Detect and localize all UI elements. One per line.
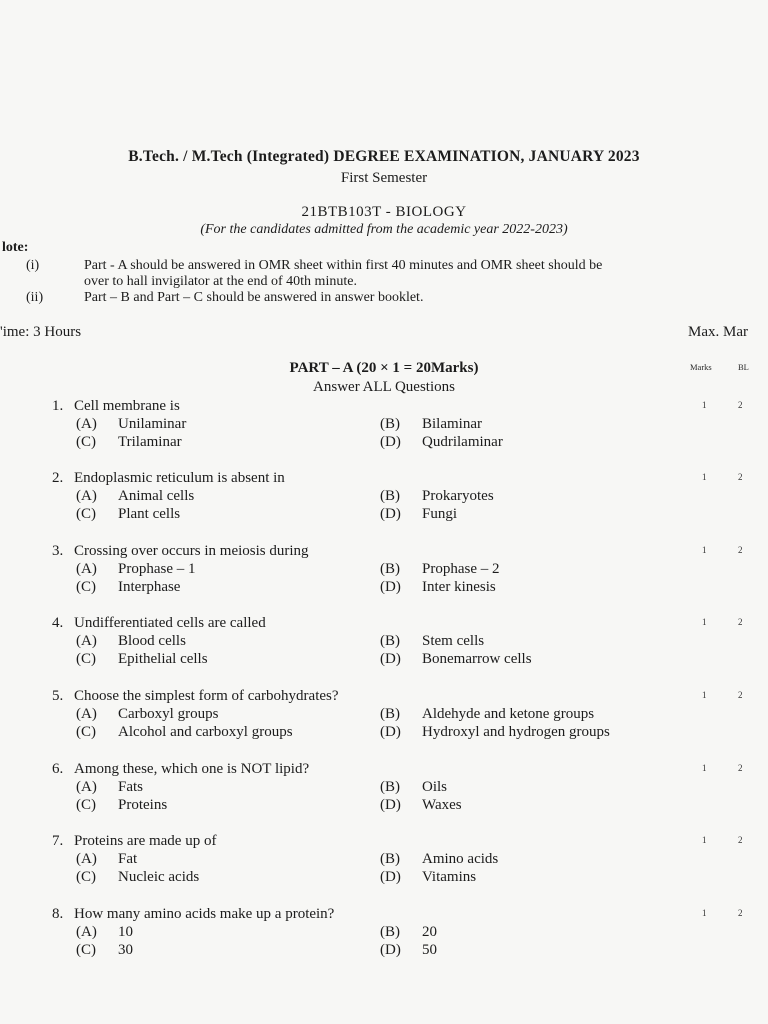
semester: First Semester (340, 170, 428, 186)
question-marks: 1 (702, 763, 707, 773)
question-marks: 1 (702, 617, 707, 627)
option-label: (B) (380, 416, 400, 432)
batch-note: (For the candidates admitted from the academic year 2022-2023) (200, 222, 568, 237)
option-label: (D) (380, 434, 401, 450)
option-label: (C) (76, 797, 96, 813)
question-item (0, 833, 768, 893)
question-bl: 2 (738, 400, 743, 410)
answer-option (380, 488, 494, 505)
marks-column-header: Marks (690, 362, 712, 372)
option-text: Plant cells (118, 506, 181, 522)
answer-option (380, 706, 594, 723)
question-stem (52, 615, 266, 632)
question-item (0, 615, 768, 675)
question-text: Choose the simplest form of carbohydrates? (74, 688, 339, 704)
question-item (0, 398, 768, 458)
option-text: Hydroxyl and hydrogen groups (422, 724, 610, 740)
answer-option (76, 797, 167, 814)
question-text: Among these, which one is NOT lipid? (74, 761, 310, 777)
option-label: (A) (76, 488, 97, 504)
option-text: Vitamins (422, 869, 477, 885)
question-stem (52, 833, 216, 850)
question-bl: 2 (738, 835, 743, 845)
option-label: (A) (76, 561, 97, 577)
option-label: (B) (380, 851, 400, 867)
question-stem (52, 906, 334, 923)
option-text: Prophase – 2 (422, 561, 500, 577)
answer-option (380, 506, 457, 523)
question-item (0, 470, 768, 530)
question-text: How many amino acids make up a protein? (74, 906, 335, 922)
option-text: 50 (422, 942, 437, 958)
option-text: Fungi (422, 506, 458, 522)
answer-option (76, 869, 199, 886)
option-text: Fat (118, 851, 138, 867)
option-label: (C) (76, 579, 96, 595)
option-label: (D) (380, 506, 401, 522)
option-text: Blood cells (118, 633, 186, 649)
option-text: Unilaminar (118, 416, 187, 432)
question-number: 5. (52, 688, 64, 704)
question-item (0, 761, 768, 821)
option-text: 10 (118, 924, 133, 940)
option-text: Aldehyde and ketone groups (422, 706, 595, 722)
question-text: Crossing over occurs in meiosis during (74, 543, 309, 559)
answer-option (76, 779, 143, 796)
option-text: Stem cells (422, 633, 485, 649)
question-stem (52, 761, 309, 778)
question-number: 6. (52, 761, 64, 777)
question-item (0, 688, 768, 748)
option-label: (B) (380, 633, 400, 649)
note-text: over to hall invigilator at the end of 40th minute. (84, 274, 357, 289)
option-text: Inter kinesis (422, 579, 496, 595)
option-text: Nucleic acids (118, 869, 200, 885)
bl-column-header: BL (738, 362, 749, 372)
option-text: Animal cells (118, 488, 195, 504)
option-label: (A) (76, 416, 97, 432)
option-label: (D) (380, 797, 401, 813)
note-label: lote: (2, 240, 29, 255)
answer-option (76, 579, 180, 596)
option-text: Interphase (118, 579, 181, 595)
option-label: (C) (76, 506, 96, 522)
question-item (0, 543, 768, 603)
option-text: Bonemarrow cells (422, 651, 532, 667)
option-text: Oils (422, 779, 448, 795)
question-number: 1. (52, 398, 64, 414)
option-text: Carboxyl groups (118, 706, 219, 722)
question-number: 8. (52, 906, 64, 922)
answer-option (380, 416, 482, 433)
question-number: 4. (52, 615, 64, 631)
answer-option (76, 506, 180, 523)
answer-option (380, 851, 498, 868)
question-text: Cell membrane is (74, 398, 180, 414)
exam-title: B.Tech. / M.Tech (Integrated) DEGREE EXAMINATION, JANUARY 2023 (128, 148, 640, 165)
question-bl: 2 (738, 617, 743, 627)
question-bl: 2 (738, 763, 743, 773)
option-text: Alcohol and carboxyl groups (118, 724, 293, 740)
option-label: (C) (76, 434, 96, 450)
option-text: Waxes (422, 797, 462, 813)
question-stem (52, 398, 180, 415)
question-bl: 2 (738, 472, 743, 482)
answer-option (76, 488, 194, 505)
question-item (0, 906, 768, 966)
question-number: 3. (52, 543, 64, 559)
option-label: (A) (76, 633, 97, 649)
answer-option (76, 416, 186, 433)
answer-option (380, 434, 503, 451)
option-label: (D) (380, 869, 401, 885)
answer-option (76, 633, 186, 650)
note-number: (i) (26, 258, 40, 273)
option-text: Prophase – 1 (118, 561, 196, 577)
option-text: Amino acids (422, 851, 499, 867)
question-stem (52, 470, 285, 487)
answer-option (380, 942, 437, 959)
question-number: 7. (52, 833, 64, 849)
option-text: Trilaminar (118, 434, 182, 450)
option-text: 20 (422, 924, 437, 940)
note-number: (ii) (26, 290, 44, 305)
answer-option (380, 779, 447, 796)
answer-option (76, 942, 133, 959)
part-a-title: PART – A (20 × 1 = 20Marks) (289, 360, 479, 376)
question-number: 2. (52, 470, 64, 486)
question-text: Undifferentiated cells are called (74, 615, 266, 631)
option-label: (B) (380, 488, 400, 504)
part-a-instruction: Answer ALL Questions (313, 379, 455, 395)
option-text: Qudrilaminar (422, 434, 503, 450)
answer-option (76, 706, 218, 723)
question-text: Proteins are made up of (74, 833, 217, 849)
answer-option (76, 651, 208, 668)
option-label: (D) (380, 579, 401, 595)
answer-option (380, 869, 476, 886)
question-stem (52, 688, 339, 705)
question-bl: 2 (738, 690, 743, 700)
answer-option (380, 724, 610, 741)
question-bl: 2 (738, 545, 743, 555)
question-marks: 1 (702, 908, 707, 918)
answer-option (380, 651, 532, 668)
question-marks: 1 (702, 690, 707, 700)
option-label: (A) (76, 851, 97, 867)
answer-option (76, 561, 196, 578)
option-label: (C) (76, 651, 96, 667)
option-label: (B) (380, 561, 400, 577)
option-label: (A) (76, 924, 97, 940)
answer-option (76, 851, 137, 868)
max-marks: Max. Mar (688, 324, 748, 340)
answer-option (380, 579, 496, 596)
answer-option (380, 924, 437, 941)
answer-option (76, 724, 293, 741)
answer-option (76, 924, 133, 941)
question-marks: 1 (702, 545, 707, 555)
question-bl: 2 (738, 908, 743, 918)
option-label: (D) (380, 651, 401, 667)
question-text: Endoplasmic reticulum is absent in (74, 470, 285, 486)
option-label: (B) (380, 779, 400, 795)
option-text: Fats (118, 779, 144, 795)
answer-option (76, 434, 182, 451)
answer-option (380, 561, 500, 578)
option-label: (D) (380, 942, 401, 958)
option-label: (C) (76, 869, 96, 885)
duration: 'ime: 3 Hours (0, 324, 82, 340)
option-label: (A) (76, 706, 97, 722)
answer-option (380, 797, 462, 814)
option-label: (C) (76, 942, 96, 958)
option-text: Proteins (118, 797, 168, 813)
option-label: (D) (380, 724, 401, 740)
option-label: (A) (76, 779, 97, 795)
note-text: Part - A should be answered in OMR sheet within first 40 minutes and OMR sheet should be (84, 258, 603, 273)
option-label: (B) (380, 924, 400, 940)
question-marks: 1 (702, 835, 707, 845)
option-text: Prokaryotes (422, 488, 494, 504)
option-text: Epithelial cells (118, 651, 208, 667)
question-marks: 1 (702, 472, 707, 482)
answer-option (380, 633, 484, 650)
option-text: Bilaminar (422, 416, 482, 432)
course-code-title: 21BTB103T - BIOLOGY (301, 204, 467, 220)
option-label: (C) (76, 724, 96, 740)
option-text: 30 (118, 942, 133, 958)
question-marks: 1 (702, 400, 707, 410)
question-stem (52, 543, 309, 560)
option-label: (B) (380, 706, 400, 722)
note-text: Part – B and Part – C should be answered in answer booklet. (84, 290, 424, 305)
